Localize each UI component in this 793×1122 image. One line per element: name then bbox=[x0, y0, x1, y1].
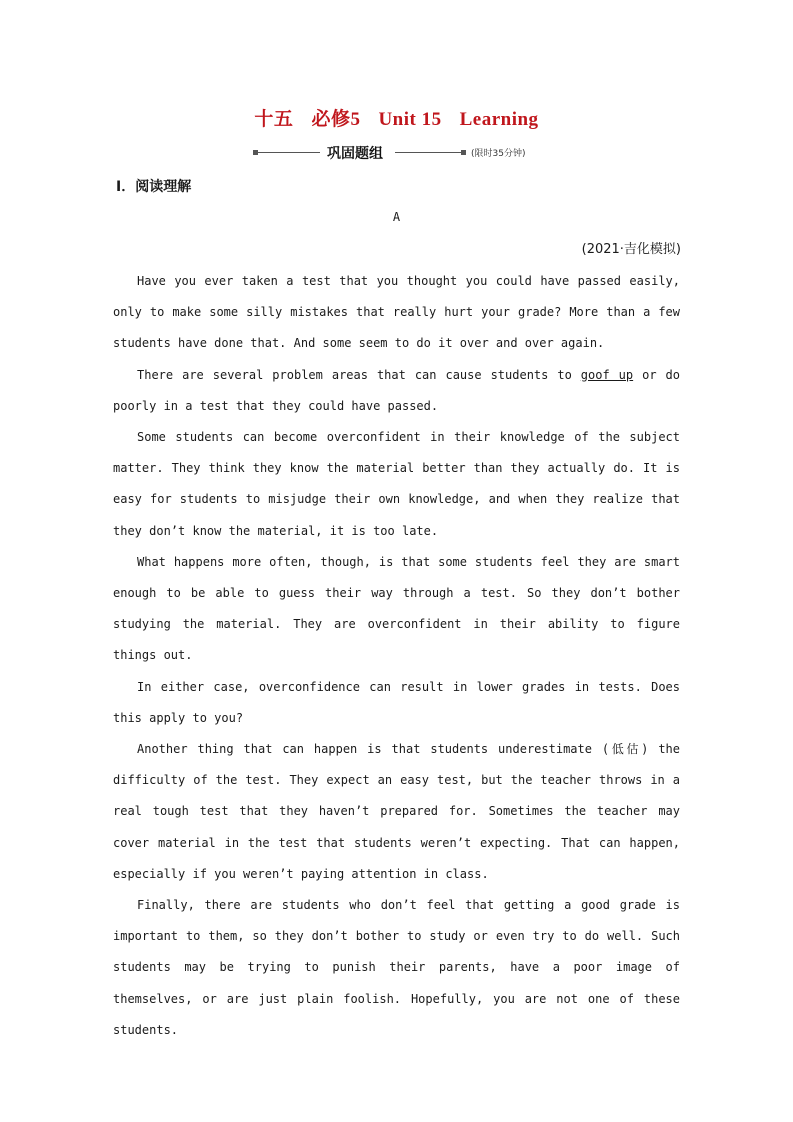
passage-body bbox=[113, 266, 680, 1046]
passage-source: (2021·吉化模拟) bbox=[581, 242, 681, 257]
paragraph-6: Another thing that can happen is that students underestimate (低估) the difficulty of the test. They expect an easy test, but the teacher throws in a real tough test that they haven’t prepared for. Sometimes the teacher may cover material in the test that students weren’t expecting. That can happen, especially if you weren’t paying attention in class. bbox=[113, 742, 680, 881]
paragraph-2-start: There are several problem areas that can cause students to bbox=[137, 367, 581, 382]
paragraph-2-end: or do poorly in a test that they could have passed. bbox=[113, 367, 680, 413]
page-title bbox=[0, 104, 793, 131]
title-topic: Learning bbox=[459, 109, 539, 130]
divider-right-dot bbox=[461, 150, 466, 155]
divider-right-line bbox=[395, 152, 461, 153]
divider-label: 巩固题组 bbox=[327, 146, 383, 162]
divider-time-note: (限时35分钟) bbox=[471, 149, 526, 159]
title-number: 十五 bbox=[254, 109, 294, 130]
paragraph-2 bbox=[113, 360, 680, 422]
section-divider bbox=[253, 143, 543, 163]
paragraph-3: Some students can become overconfident in their knowledge of the subject matter. They think they know the material better than they actually do. It is easy for students to misjudge their own knowledge, and when they realize that they don’t know the material, it is too late. bbox=[113, 430, 680, 538]
title-unit: Unit 15 bbox=[378, 109, 442, 130]
paragraph-7: Finally, there are students who don’t feel that getting a good grade is important to them, so they don’t bother to study or even try to do well. Such students may be trying to punish their parents, have a poor image of themselves, or are just plain foolish. Hopefully, you are not one of these students. bbox=[113, 898, 680, 1037]
paragraph-4: What happens more often, though, is that some students feel they are smart enough to be able to guess their way through a test. So they don’t bother studying the material. They are overconfident in their ability to figure things out. bbox=[113, 554, 680, 663]
underlined-phrase: goof up bbox=[580, 367, 634, 382]
passage-label: A bbox=[392, 210, 401, 224]
divider-left-line bbox=[258, 152, 320, 153]
section-heading: Ⅰ．阅读理解 bbox=[116, 179, 192, 195]
title-book: 必修5 bbox=[311, 109, 361, 130]
paragraph-5: In either case, overconfidence can result in lower grades in tests. Does this apply to you? bbox=[113, 679, 680, 725]
paragraph-1: Have you ever taken a test that you thought you could have passed easily, only to make some silly mistakes that really hurt your grade? More than a few students have done that. And some seem to do it over and over again. bbox=[113, 274, 680, 351]
